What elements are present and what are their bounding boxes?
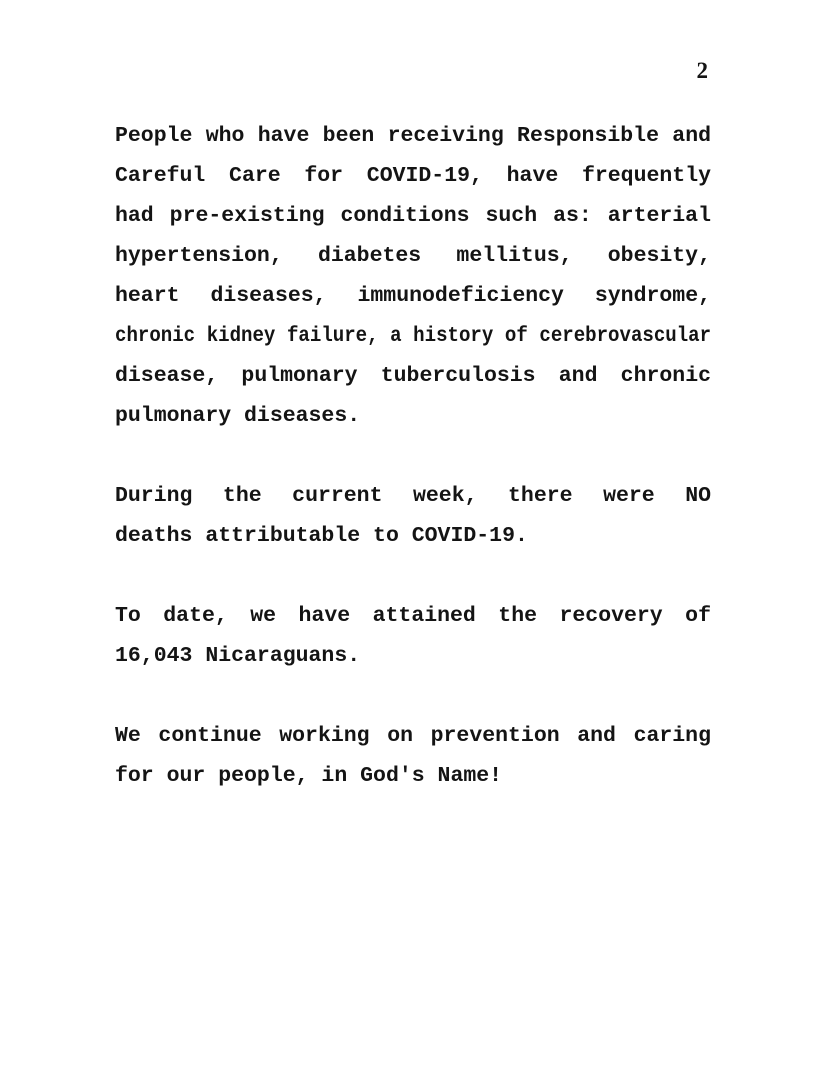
text-line: People who have been receiving Responsible and bbox=[115, 124, 711, 148]
paragraph bbox=[115, 596, 711, 676]
text-line: heart diseases, immunodeficiency syndrome, bbox=[115, 284, 711, 308]
text-line: deaths attributable to COVID-19. bbox=[115, 524, 528, 548]
paragraph bbox=[115, 116, 711, 436]
text-line: We continue working on prevention and caring bbox=[115, 724, 711, 748]
paragraph bbox=[115, 476, 711, 556]
text-line: disease, pulmonary tuberculosis and chronic bbox=[115, 364, 711, 388]
text-line: pulmonary diseases. bbox=[115, 404, 361, 428]
text-line: During the current week, there were NO bbox=[115, 484, 711, 508]
document-body bbox=[115, 116, 711, 836]
text-line: To date, we have attained the recovery of bbox=[115, 604, 711, 628]
text-line: for our people, in God's Name! bbox=[115, 764, 503, 788]
paragraph bbox=[115, 716, 711, 796]
text-line: 16,043 Nicaraguans. bbox=[115, 644, 361, 668]
page-number: 2 bbox=[696, 58, 708, 83]
text-line: Careful Care for COVID-19, have frequently bbox=[115, 164, 711, 188]
text-line: had pre-existing conditions such as: arterial bbox=[115, 204, 711, 228]
text-line: hypertension, diabetes mellitus, obesity, bbox=[115, 244, 711, 268]
text-line: chronic kidney failure, a history of cerebrovascular bbox=[115, 324, 712, 348]
